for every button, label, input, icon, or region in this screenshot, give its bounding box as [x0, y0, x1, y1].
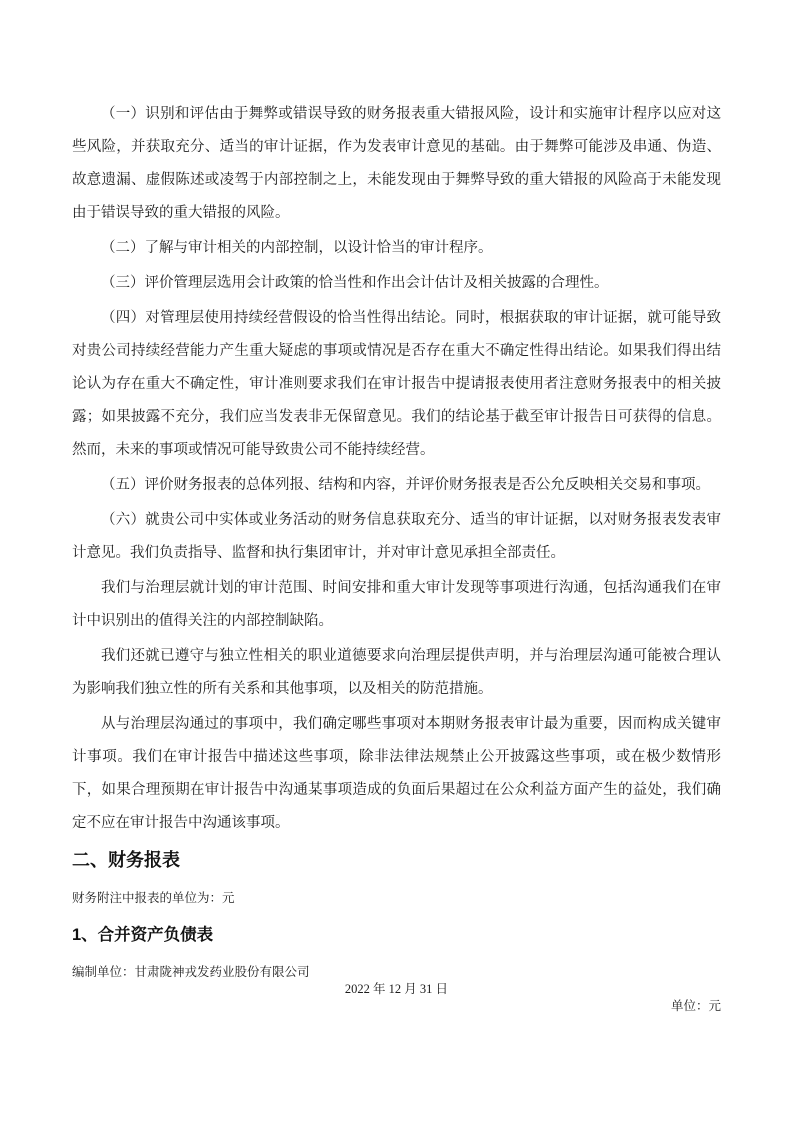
body-paragraph-1-identify-risks: （一）识别和评估由于舞弊或错误导致的财务报表重大错报风险，设计和实施审计程序以应对这些风险，并获取充分、适当的审计证据，作为发表审计意见的基础。由于舞弊可能涉及串通、伪造、故意遗漏、虚假陈述或凌驾于内部控制之上，未能发现由于舞弊导致的重大错报的风险高于未能发现由于错误导致的重大错报的风险。 [72, 106, 721, 221]
body-paragraph-2-internal-control: （二）了解与审计相关的内部控制，以设计恰当的审计程序。 [101, 240, 493, 256]
body-paragraph-4-going-concern: （四）对管理层使用持续经营假设的恰当性得出结论。同时，根据获取的审计证据，就可能导致对贵公司持续经营能力产生重大疑虑的事项或情况是否存在重大不确定性得出结论。如果我们得出结论认为存在重大不确定性，审计准则要求我们在审计报告中提请报表使用者注意财务报表中的相关披露；如果披露不充分，我们应当发表非无保留意见。我们的结论基于截至审计报告日可获得的信息。然而，未来的事项或情况可能导致贵公司不能持续经营。 [72, 310, 721, 458]
body-paragraph-3-accounting-policies: （三）评价管理层选用会计政策的恰当性和作出会计估计及相关披露的合理性。 [101, 275, 609, 291]
section-heading-financial-statements: 二、财务报表 [72, 850, 180, 870]
body-paragraph-6-group-audit: （六）就贵公司中实体或业务活动的财务信息获取充分、适当的审计证据，以对财务报表发表审计意见。我们负责指导、监督和执行集团审计，并对审计意见承担全部责任。 [72, 512, 721, 561]
body-paragraph-5-presentation: （五）评价财务报表的总体列报、结构和内容，并评价财务报表是否公允反映相关交易和事项。 [101, 477, 710, 493]
subsection-heading-consolidated-balance-sheet: 1、合并资产负债表 [72, 926, 214, 944]
body-paragraph-7-governance-communication: 我们与治理层就计划的审计范围、时间安排和重大审计发现等事项进行沟通，包括沟通我们在审计中识别出的值得关注的内部控制缺陷。 [72, 580, 721, 629]
body-paragraph-9-key-audit-matters: 从与治理层沟通过的事项中，我们确定哪些事项对本期财务报表审计最为重要，因而构成关键审计事项。我们在审计报告中描述这些事项，除非法律法规禁止公开披露这些事项，或在极少数情形下，如果合理预期在审计报告中沟通某事项造成的负面后果超过在公众利益方面产生的益处，我们确定不应在审计报告中沟通该事项。 [72, 716, 721, 831]
body-paragraph-8-independence-statement: 我们还就已遵守与独立性相关的职业道德要求向治理层提供声明，并与治理层沟通可能被合理认为影响我们独立性的所有关系和其他事项，以及相关的防范措施。 [72, 648, 721, 697]
prepared-by-line: 编制单位：甘肃陇神戎发药业股份有限公司 [72, 965, 310, 979]
statement-date: 2022 年 12 月 31 日 [344, 982, 449, 996]
unit-label: 单位：元 [670, 999, 721, 1013]
unit-note: 财务附注中报表的单位为：元 [72, 891, 235, 905]
